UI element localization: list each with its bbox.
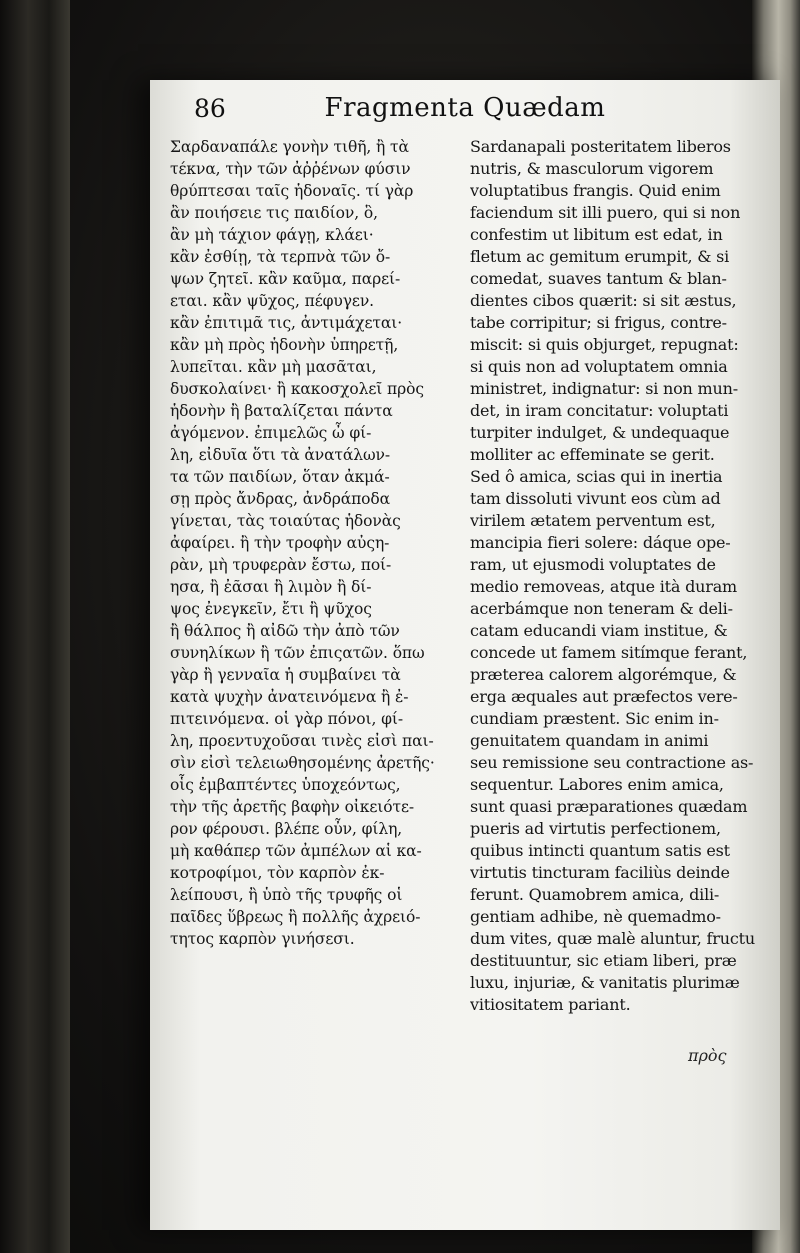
latin-text-line: concede ut famem sitímque ferant, [470, 643, 748, 662]
greek-text-line: τητος καρπὸν γινήσεσι. [170, 930, 355, 948]
greek-text-line: μὴ καθάπερ τῶν ἀμπέλων αἱ κα- [170, 842, 422, 860]
greek-text-line: σῃ πρὸς ἄνδρας, ἀνδράποδα [170, 490, 390, 508]
latin-text-line: genuitatem quandam in animi [470, 731, 709, 750]
greek-text-line: λη, προεντυχοῦσαι τινὲς εἰσὶ παι- [170, 732, 434, 750]
greek-text-line: κἂν ἐσθίῃ, τὰ τερπνὰ τῶν ὄ- [170, 248, 391, 266]
latin-text-line: præterea calorem algorémque, & [470, 665, 737, 684]
greek-text-line: οἷς ἐμβαπτέντες ὑποχεόντως, [170, 776, 401, 794]
latin-text-line: erga æquales aut præfectos vere- [470, 687, 738, 706]
latin-text-line: si quis non ad voluptatem omnia [470, 357, 728, 376]
greek-text-line: ἀφαίρει. ἢ τὴν τροφὴν αὐςη- [170, 534, 390, 552]
catchword: πρὸς [688, 1046, 727, 1065]
greek-text-line: τὴν τῆς ἀρετῆς βαφὴν οἰκειότε- [170, 798, 415, 816]
greek-text-line: ρον φέρουσι. βλέπε οὖν, φίλη, [170, 820, 403, 838]
greek-text-line: ἢ θάλπος ἢ αἰδῶ τὴν ἀπὸ τῶν [170, 622, 400, 640]
greek-text-line: εται. κἂν ψῦχος, πέφυγεν. [170, 292, 374, 310]
latin-text-line: molliter ac effeminate se gerit. [470, 445, 715, 464]
latin-text-line: acerbámque non teneram & deli- [470, 599, 733, 618]
greek-text-line: παῖδες ὕβρεως ἢ πολλῆς ἀχρειό- [170, 908, 421, 926]
greek-text-line: ἂν μὴ τάχιον φάγῃ, κλάει· [170, 226, 374, 244]
latin-text-line: medio removeas, atque ità duram [470, 577, 738, 596]
latin-text-line: det, in iram concitatur: voluptati [470, 401, 729, 420]
greek-text-line: δυσκολαίνει· ἢ κακοσχολεῖ πρὸς [170, 380, 424, 398]
latin-text-column [470, 136, 766, 1016]
greek-text-line: κοτροφίμοι, τὸν καρπὸν ἐκ- [170, 864, 385, 882]
greek-text-line: Σαρδαναπάλε γονὴν τιθῆ, ἢ τὰ [170, 138, 409, 156]
latin-text-line: Sed ô amica, scias qui in inertia [470, 467, 723, 486]
latin-text-line: ministret, indignatur: si non mun- [470, 379, 738, 398]
greek-text-line: θρύπτεσαι ταῖς ἡδοναῖς. τί γὰρ [170, 182, 414, 200]
latin-text-line: vitiositatem pariant. [470, 995, 631, 1014]
running-title: Fragmenta Quædam [324, 93, 606, 123]
latin-text-line: virilem ætatem perventum est, [470, 511, 716, 530]
latin-text-line: fletum ac gemitum erumpit, & si [470, 247, 730, 266]
greek-text-line: λείπουσι, ἢ ὑπὸ τῆς τρυφῆς οἱ [170, 886, 403, 904]
latin-text-line: dum vites, quæ malè aluntur, fructu [470, 929, 755, 948]
greek-text-column [170, 136, 458, 950]
greek-text-line: ἂν ποιήσειε τις παιδίον, ὃ, [170, 204, 378, 222]
latin-text-line: ferunt. Quamobrem amica, dili- [470, 885, 720, 904]
greek-text-line: ησα, ἢ ἐᾶσαι ἢ λιμὸν ἢ δί- [170, 578, 372, 596]
greek-text-line: σὶν εἰσὶ τελειωθησομένης ἀρετῆς· [170, 754, 435, 772]
latin-text-line: catam educandi viam institue, & [470, 621, 728, 640]
latin-text-line: sequentur. Labores enim amica, [470, 775, 724, 794]
greek-text-line: γὰρ ἢ γενναῖα ἡ συμβαίνει τὰ [170, 666, 401, 684]
greek-text-line: ρὰν, μὴ τρυφερὰν ἔστω, ποί- [170, 556, 392, 574]
latin-text-line: miscit: si quis objurget, repugnat: [470, 335, 739, 354]
latin-text-line: confestim ut libitum est edat, in [470, 225, 723, 244]
greek-text-line: κατὰ ψυχὴν ἀνατεινόμενα ἢ ἐ- [170, 688, 409, 706]
latin-text-line: tam dissoluti vivunt eos cùm ad [470, 489, 721, 508]
latin-text-line: mancipia fieri solere: dáque ope- [470, 533, 731, 552]
book-page [150, 80, 780, 1230]
book-binding-left [0, 0, 70, 1253]
latin-text-line: voluptatibus frangis. Quid enim [470, 181, 721, 200]
latin-text-line: luxu, injuriæ, & vanitatis plurimæ [470, 973, 740, 992]
latin-text-line: destituuntur, sic etiam liberi, præ [470, 951, 737, 970]
greek-text-line: λη, εἰδυῖα ὅτι τὰ ἀνατάλων- [170, 446, 390, 464]
latin-text-line: cundiam præstent. Sic enim in- [470, 709, 719, 728]
greek-text-line: λυπεῖται. κἂν μὴ μασᾶται, [170, 358, 377, 376]
greek-text-line: τέκνα, τὴν τῶν ἀῤῥένων φύσιν [170, 160, 411, 178]
greek-text-line: γίνεται, τὰς τοιαύτας ἡδονὰς [170, 512, 401, 530]
latin-text-line: seu remissione seu contractione as- [470, 753, 754, 772]
greek-text-line: ψος ἐνεγκεῖν, ἔτι ἢ ψῦχος [170, 600, 372, 618]
latin-text-line: Sardanapali posteritatem liberos [470, 137, 731, 156]
latin-text-line: ram, ut ejusmodi voluptates de [470, 555, 716, 574]
greek-text-line: ψων ζητεῖ. κἂν καῦμα, παρεί- [170, 270, 401, 288]
greek-text-line: ἀγόμενον. ἐπιμελῶς ὦ φί- [170, 424, 372, 442]
greek-text-line: κἂν ἐπιτιμᾶ τις, ἀντιμάχεται· [170, 314, 403, 332]
latin-text-line: tabe corripitur; si frigus, contre- [470, 313, 727, 332]
greek-text-line: τα τῶν παιδίων, ὅταν ἀκμά- [170, 468, 390, 486]
greek-text-line: πιτεινόμενα. οἱ γὰρ πόνοι, φί- [170, 710, 404, 728]
latin-text-line: virtutis tincturam faciliùs deinde [470, 863, 730, 882]
greek-text-line: συνηλίκων ἢ τῶν ἐπιςατῶν. ὅπω [170, 644, 425, 662]
latin-text-line: turpiter indulget, & undequaque [470, 423, 730, 442]
latin-text-line: comedat, suaves tantum & blan- [470, 269, 727, 288]
page-header [150, 90, 780, 130]
latin-text-line: nutris, & masculorum vigorem [470, 159, 714, 178]
greek-text-line: ἡδονὴν ἢ βαταλίζεται πάντα [170, 402, 393, 420]
latin-text-line: dientes cibos quærit: si sit æstus, [470, 291, 737, 310]
latin-text-line: quibus intincti quantum satis est [470, 841, 730, 860]
latin-text-line: faciendum sit illi puero, qui si non [470, 203, 741, 222]
page-number: 86 [194, 94, 226, 123]
latin-text-line: sunt quasi præparationes quædam [470, 797, 748, 816]
greek-text-line: κἂν μὴ πρὸς ἡδονὴν ὑπηρετῇ, [170, 336, 399, 354]
latin-text-line: pueris ad virtutis perfectionem, [470, 819, 721, 838]
latin-text-line: gentiam adhibe, nè quemadmo- [470, 907, 721, 926]
